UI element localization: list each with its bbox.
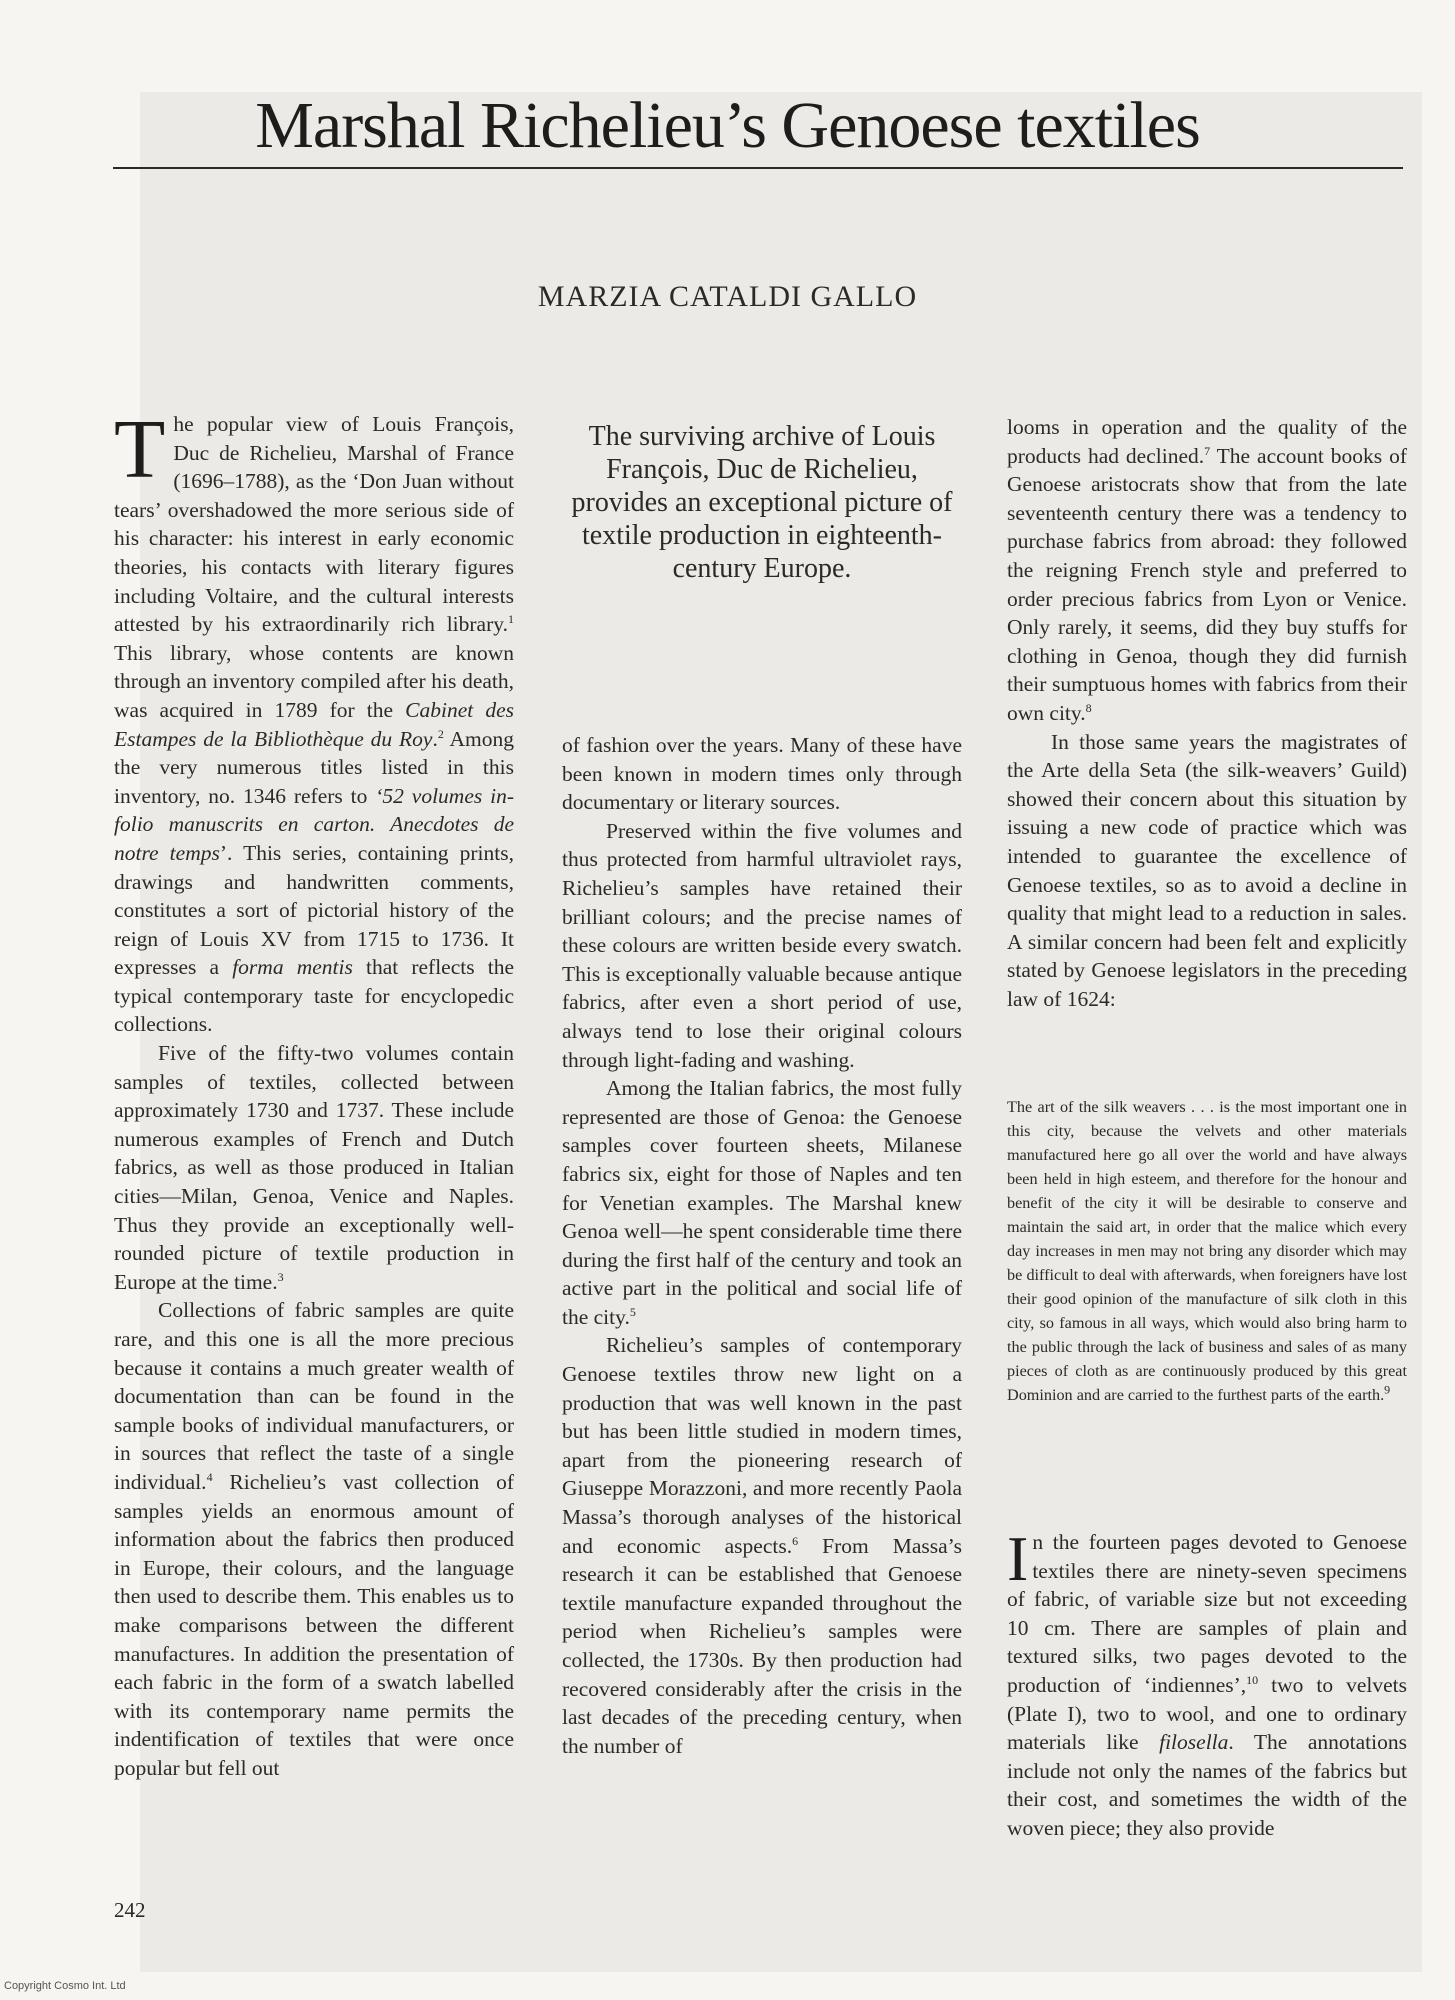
block-quotation: The art of the silk weavers . . . is the most important one in this city, because the velvets and other materials manufactured here go all over the world and have always been held in high esteem, and therefore for the honour and benefit of the city it will be desirable to conserve and maintain the said art, in order that the malice which every day increases in men may not bring any disorder which may be difficult to deal with afterwards, when foreigners have lost their good opinion of the manufacture of silk cloth in this city, so famous in all ways, which would also bring harm to the public through the lack of business and sales of as many pieces of cloth as are continuously produced by this great Dominion and are carried to the furthest parts of the earth.$^9$: [1007, 1098, 1407, 1404]
article-author: MARZIA CATALDI GALLO: [537, 280, 918, 313]
body-column-1: The popular view of Louis François, Duc de Richelieu, Marshal of France (1696–1788), as the ‘Don Juan without tears’ overshadowed the more serious side of his character: his interest in early economic theories, his contacts with literary figures including Voltaire, and the cultural interests attested by his extraordinarily rich library.$^1$ This library, whose contents are known through an inventory compiled after his death, was acquired in 1789 for the Cabinet des Estampes de la Bibliothèque du Roy.$^2$ Among the very numerous titles listed in this inventory, no. 1346 refers to ‘52 volumes in-folio manuscrits en carton. Anecdotes de notre temps’. This series, containing prints, drawings and handwritten comments, constitutes a sort of pictorial history of the reign of Louis XV from 1715 to 1736. It expresses a forma mentis that reflects the typical contemporary taste for encyclopedic collections. Five of the fifty-two volumes contain samples of textiles, collected between approximately 1730 and 1737. These include numerous examples of French and Dutch fabrics, as well as those produced in Italian cities—Milan, Genoa, Venice and Naples. Thus they provide an exceptionally well-rounded picture of textile production in Europe at the time.$^3$ Collections of fabric samples are quite rare, and this one is all the more precious because it contains a much greater wealth of documentation than can be found in the sample books of individual manufacturers, or in sources that reflect the taste of a single individual.$^4$ Richelieu’s vast collection of samples yields an enormous amount of information about the fabrics then produced in Europe, their colours, and the language then used to describe them. This enables us to make comparisons between the different manufactures. In addition the presentation of each fabric in the form of a swatch labelled with its contemporary name permits the indentification of textiles that were once popular but fell out: [114, 403, 515, 1780]
drop-cap-i: I: [1007, 1523, 1029, 1594]
drop-cap-t: T: [114, 403, 166, 496]
page-number: 242: [114, 1898, 146, 1922]
article-title: Marshal Richelieu’s Genoese textiles: [255, 89, 1200, 162]
pull-quote: The surviving archive of Louis François, Duc de Richelieu, provides an exceptional picture of textile production in eighteenth-century Europe.: [571, 421, 953, 584]
body-column-2: of fashion over the years. Many of these have been known in modern times only through documentary or literary sources. Preserved within the five volumes and thus protected from harmful ultraviolet rays, Richelieu’s samples have retained their brilliant colours; and the precise names of these colours are written beside every swatch. This is exceptionally valuable because antique fabrics, after even a short period of use, always tend to lose their original colours through light-fading and washing. Among the Italian fabrics, the most fully represented are those of Genoa: the Genoese samples cover fourteen sheets, Milanese fabrics six, eight for those of Naples and ten for Venetian examples. The Marshal knew Genoa well—he spent considerable time there during the first half of the century and took an active part in the political and social life of the city.$^5$ Richelieu’s samples of contemporary Genoese textiles throw new light on a production that was well known in the past but has been little studied in modern times, apart from the pioneering research of Giuseppe Morazzoni, and more recently Paola Massa’s thorough analyses of the historical and economic aspects.$^6$ From Massa’s research it can be established that Genoese textile manufacture expanded throughout the period when Richelieu’s samples were collected, the 1730s. By then production had recovered considerably after the crisis in the last decades of the preceding century, when the number of: [562, 733, 962, 1758]
body-column-3: looms in operation and the quality of the products had declined.$^7$ The account books of Genoese aristocrats show that from the late seventeenth century there was a tendency to purchase fabrics from abroad: they followed the reigning French style and preferred to order precious fabrics from Lyon or Venice. Only rarely, it seems, did they buy stuffs for clothing in Genoa, though they did furnish their sumptuous homes with fabrics from their own city.$^8$ In those same years the magistrates of the Arte della Seta (the silk-weavers’ Guild) showed their concern about this situation by issuing a new code of practice which was intended to guarantee the excellence of Genoese textiles, so as to avoid a decline in quality that might lead to a reduction in sales. A similar concern had been felt and explicitly stated by Genoese legislators in the preceding law of 1624:: [1007, 415, 1407, 1011]
copyright-notice: Copyright Cosmo Int. Ltd: [4, 1980, 126, 1992]
title-rule: [113, 167, 1403, 169]
body-column-3-continued: In the fourteen pages devoted to Genoese textiles there are ninety-seven specimens of fabric, of variable size but not exceeding 10 cm. There are samples of plain and textured silks, two pages devoted to the production of ‘indiennes’,$^{10}$ two to velvets (Plate I), two to wool, and one to ordinary materials like filosella. The annotations include not only the names of the fabrics but their cost, and sometimes the width of the woven piece; they also provide: [1007, 1523, 1407, 1840]
